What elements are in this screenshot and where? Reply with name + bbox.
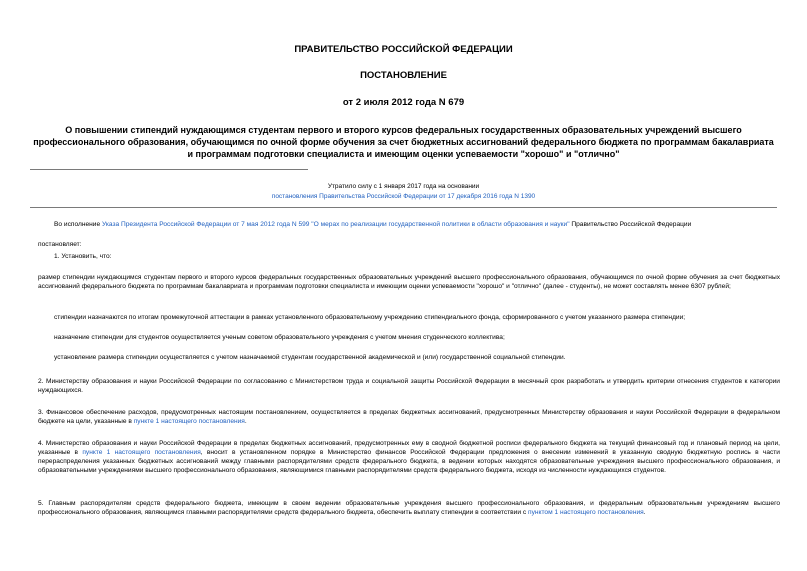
paragraph-2: 2. Министерству образования и науки Российской Федерации по согласованию с Министерством труда и социальной защиты Российской Федерации в месячный срок разработать и утвердить критерии отнесения студентов к категории нуждающихся. <box>38 378 780 394</box>
divider-full <box>30 207 777 208</box>
paragraph-4 <box>38 439 780 475</box>
paragraph-1c: назначение стипендии для студентов осуществляется ученым советом образовательного учреждения с учетом мнения студенческого коллектива; <box>54 334 505 341</box>
basis-resolution-link[interactable]: постановления Правительства Российской Федерации от 17 декабря 2016 года N 1390 <box>271 193 536 200</box>
document-subject: О повышении стипендий нуждающимся студентам первого и второго курсов федеральных государственных образовательных учреждений высшего профессионального образования, обучающимся по очной форме обучения за счет бюджетных ассигнований федерального бюджета по программам бакалавриата и программам подготовки специалиста и имеющим оценки успеваемости "хорошо" и "отлично" <box>33 125 774 159</box>
paragraph-3-link[interactable]: пункте 1 настоящего постановления <box>133 418 245 425</box>
paragraph-5-text: 5. Главным распорядителям средств федерального бюджета, имеющим в своем ведении образовательные учреждения высшего профессионального образования, и федеральным образовательным учреждениям высшего профессионального образования, являющимся главными распорядителями средств федерального бюджета, обеспечить выплату стипендии в соответствии с <box>38 500 780 516</box>
intro-suffix: Правительство Российской Федерации <box>569 221 692 228</box>
expired-notice <box>0 182 807 202</box>
government-title: ПРАВИТЕЛЬСТВО РОССИЙСКОЙ ФЕДЕРАЦИИ <box>294 44 513 55</box>
resolves-label: постановляет: <box>38 241 82 248</box>
paragraph-5-end: . <box>643 509 646 516</box>
paragraph-3-text: 3. Финансовое обеспечение расходов, предусмотренных настоящим постановлением, осуществляется в пределах бюджетных ассигнований, предусмотренных Министерству образования и науки Российской Федерации в федеральном бюджете на цели, указанные в <box>38 409 780 425</box>
paragraph-1a: размер стипендии нуждающимся студентам первого и второго курсов федеральных государственных образовательных учреждений высшего профессионального образования, обучающимся по очной форме обучения за счет бюджетных ассигнований федерального бюджета по программам бакалавриата и программам подготовки специалиста и имеющим оценки успеваемости "хорошо" и "отлично" (далее - студенты), не может составлять менее 6307 рублей; <box>38 274 780 290</box>
paragraph-4-link[interactable]: пункте 1 настоящего постановления <box>82 449 201 456</box>
paragraph-3-end: . <box>244 418 247 425</box>
paragraph-4-text-2: , вносит в установленном порядке в Министерство финансов Российской Федерации предложения о внесении изменений в указанную сводную бюджетную роспись в части перераспределения указанных бюджетных ассигнований между главными распорядителями средств федерального бюджета, в ведении которых находятся образовательные учреждения высшего профессионального образования, и образовательными учреждениями высшего профессионального образования, являющимися главными распорядителями средств федерального бюджета, исходя из численности нуждающихся студентов. <box>38 449 780 474</box>
paragraph-1d: установление размера стипендии осуществляется с учетом назначаемой студентам государственной академической и (или) государственной социальной стипендии. <box>54 354 566 361</box>
divider-short <box>30 169 308 170</box>
decree-link[interactable]: Указа Президента Российской Федерации от 7 мая 2012 года N 599 "О мерах по реализации государственной политики в области образования и науки" <box>101 221 570 228</box>
paragraph-5-link[interactable]: пунктом 1 настоящего постановления <box>528 509 644 516</box>
document-date-number: от 2 июля 2012 года N 679 <box>342 97 465 108</box>
paragraph-1b: стипендии назначаются по итогам промежуточной аттестации в рамках установленного образовательному учреждению стипендиального фонда, сформированного с учетом указанного размера стипендии; <box>54 314 686 321</box>
paragraph-1: 1. Установить, что: <box>54 253 112 260</box>
paragraph-3 <box>38 408 780 426</box>
intro-paragraph <box>54 220 794 229</box>
expired-text: Утратило силу с 1 января 2017 года на основании <box>327 183 480 190</box>
document-type: ПОСТАНОВЛЕНИЕ <box>360 70 447 81</box>
paragraph-5 <box>38 499 780 517</box>
paragraph-4-text-1: 4. Министерство образования и науки Российской Федерации в пределах бюджетных ассигнований, предусмотренных ему в сводной бюджетной росписи федерального бюджета на текущий финансовый год и плановый период на цели, указанные в <box>38 440 780 456</box>
intro-prefix: Во исполнение <box>54 221 101 228</box>
